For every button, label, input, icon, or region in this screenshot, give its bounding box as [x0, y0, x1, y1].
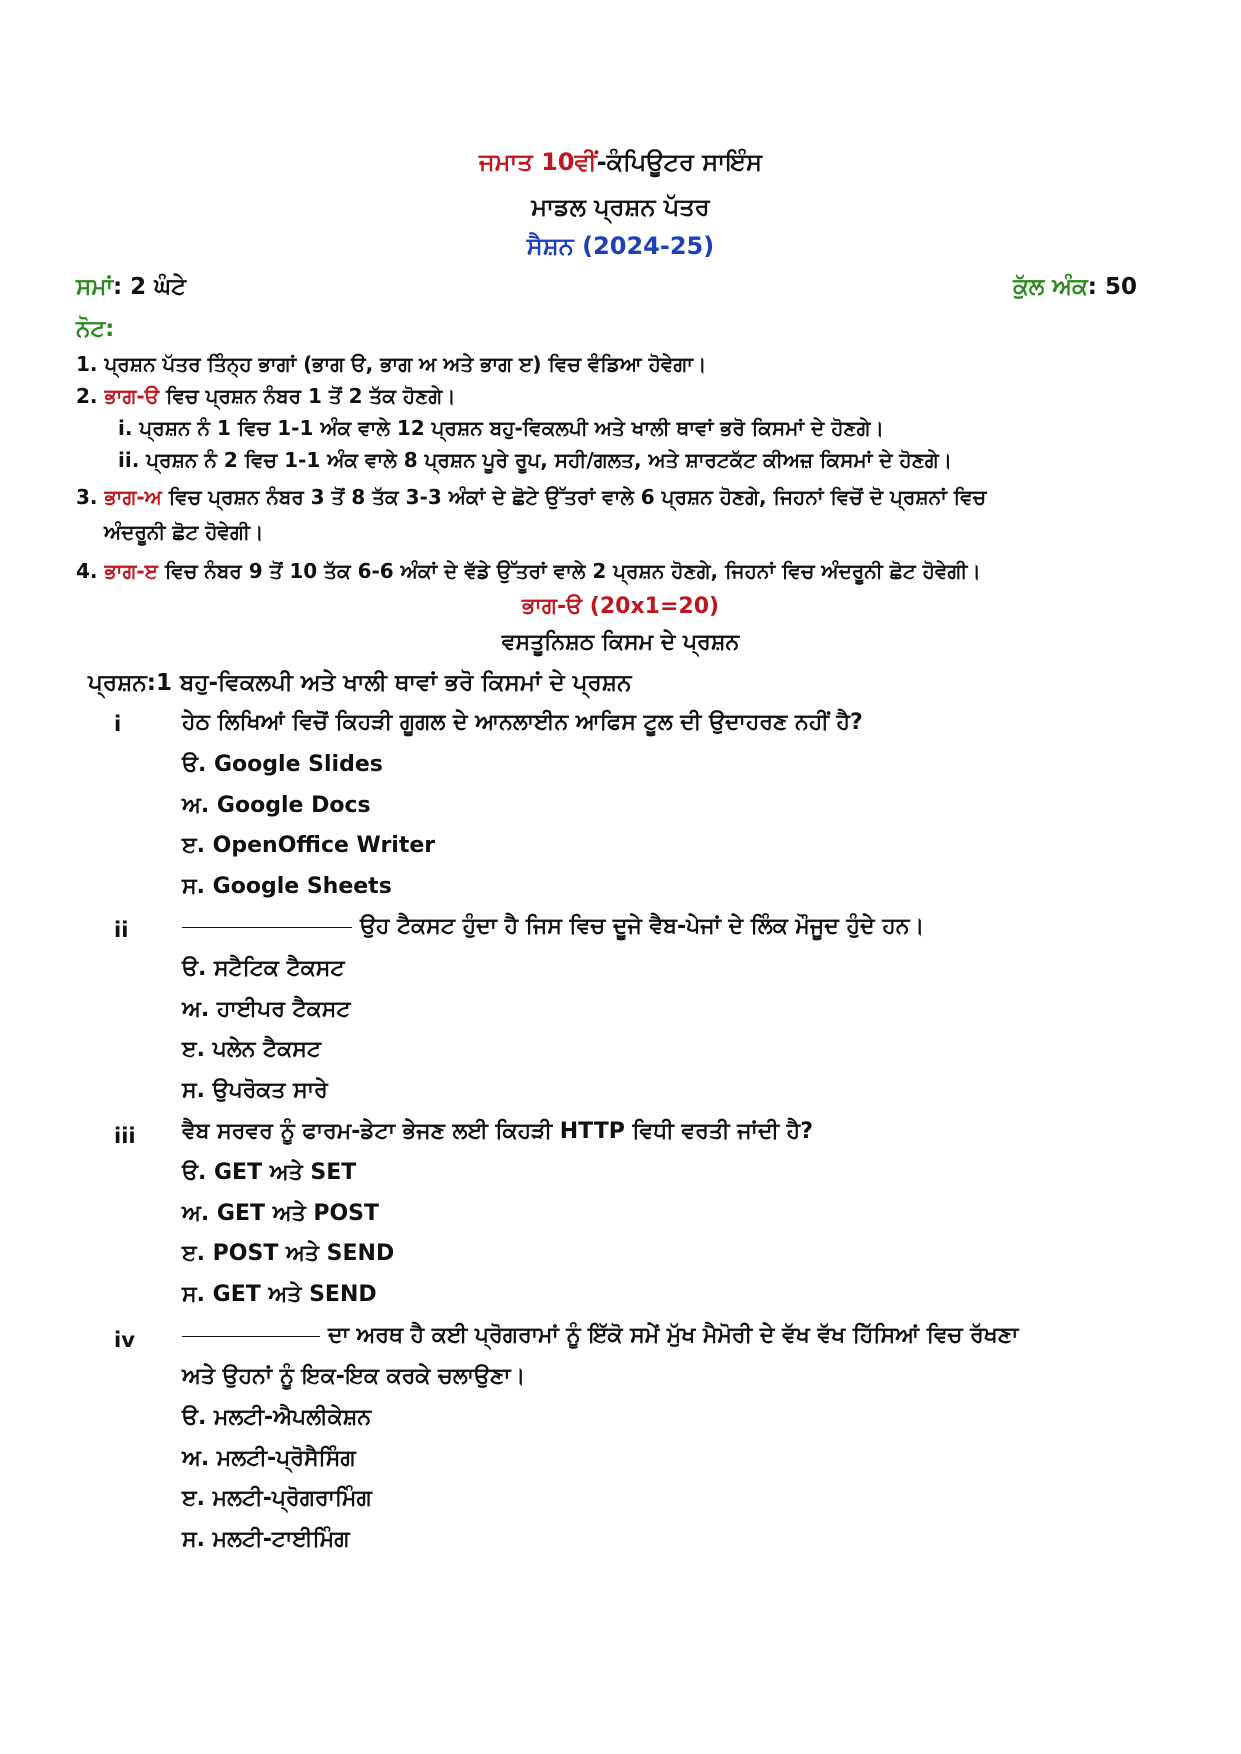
option-c: ੲ. POST ਅਤੇ SEND: [182, 1241, 395, 1266]
question-number: iv: [114, 1328, 135, 1352]
session-line: [0, 232, 1241, 260]
note-2: [76, 384, 456, 408]
option-d: ਸ. GET ਅਤੇ SEND: [182, 1282, 377, 1307]
fill-in-blank: [182, 927, 352, 928]
question-text-line: [182, 914, 924, 939]
option-b: ਅ. GET ਅਤੇ POST: [182, 1201, 380, 1226]
note-3: [76, 485, 986, 509]
question-heading: ਪ੍ਰਸ਼ਨ:1 ਬਹੁ-ਵਿਕਲਪੀ ਅਤੇ ਖਾਲੀ ਥਾਵਾਂ ਭਰੋ ਕਿਸਮਾਂ ਦੇ ਪ੍ਰਸ਼ਨ: [88, 670, 632, 696]
title-class: ਜਮਾਤ 10ਵੀਂ: [479, 148, 597, 176]
note-2-part: ਭਾਗ-ੳ: [104, 384, 160, 408]
note-4-number: 4.: [76, 559, 105, 583]
option-d: ਸ. ਉਪਰੋਕਤ ਸਾਰੇ: [182, 1078, 328, 1103]
option-c: ੲ. ਪਲੇਨ ਟੈਕਸਟ: [182, 1037, 322, 1062]
option-c: ੲ. ਮਲਟੀ-ਪ੍ਰੋਗਰਾਮਿੰਗ: [182, 1486, 372, 1511]
note-3-text: ਵਿਚ ਪ੍ਰਸ਼ਨ ਨੰਬਰ 3 ਤੋਂ 8 ਤੱਕ 3-3 ਅੰਕਾਂ ਦੇ ਛੋਟੇ ਉੱਤਰਾਂ ਵਾਲੇ 6 ਪ੍ਰਸ਼ਨ ਹੋਣਗੇ, ਜਿਹਨਾਂ ਵਿਚੋਂ ਦੋ ਪ੍ਰਸ਼ਨਾਂ ਵਿਚ: [161, 485, 987, 509]
option-d: ਸ. Google Sheets: [182, 874, 392, 899]
page-subtitle: ਮਾਡਲ ਪ੍ਰਸ਼ਨ ਪੱਤਰ: [531, 193, 710, 221]
session-value: (2024-25): [582, 232, 715, 260]
note-3-number: 3.: [76, 485, 105, 509]
marks-info: [1013, 274, 1137, 300]
note-4-part: ਭਾਗ-ੲ: [104, 559, 159, 583]
question-number: ii: [114, 918, 129, 942]
question-text: ਦਾ ਅਰਥ ਹੈ ਕਈ ਪ੍ਰੋਗਰਾਮਾਂ ਨੂੰ ਇੱਕੋ ਸਮੇਂ ਮੁੱਖ ਮੈਮੋਰੀ ਦੇ ਵੱਖ ਵੱਖ ਹਿੱਸਿਆਂ ਵਿਚ ਰੱਖਣਾ: [328, 1323, 1019, 1348]
question-text: ਵੈਬ ਸਰਵਰ ਨੂੰ ਫਾਰਮ-ਡੇਟਾ ਭੇਜਣ ਲਈ ਕਿਹੜੀ HTTP ਵਿਧੀ ਵਰਤੀ ਜਾਂਦੀ ਹੈ?: [182, 1119, 813, 1144]
option-b: ਅ. ਹਾਈਪਰ ਟੈਕਸਟ: [182, 997, 351, 1022]
note-3-continued: ਅੰਦਰੂਨੀ ਛੋਟ ਹੋਵੇਗੀ।: [104, 520, 264, 544]
fill-in-blank: [182, 1336, 320, 1337]
time-info: [76, 274, 186, 300]
time-value: : 2 ਘੰਟੇ: [112, 274, 187, 300]
option-b: ਅ. ਮਲਟੀ-ਪ੍ਰੋਸੈਸਿੰਗ: [182, 1446, 356, 1471]
marks-value: : 50: [1087, 274, 1137, 300]
question-text: ਹੇਠ ਲਿਖਿਆਂ ਵਿਚੋਂ ਕਿਹੜੀ ਗੂਗਲ ਦੇ ਆਨਲਾਈਨ ਆਫਿਸ ਟੂਲ ਦੀ ਉਦਾਹਰਣ ਨਹੀਂ ਹੈ?: [182, 710, 863, 735]
option-a: ੳ. GET ਅਤੇ SET: [182, 1160, 357, 1185]
option-a: ੳ. ਸਟੈਟਿਕ ਟੈਕਸਟ: [182, 956, 345, 981]
section-title: ਭਾਗ-ੳ (20x1=20): [521, 594, 720, 619]
time-label: ਸਮਾਂ: [76, 274, 113, 300]
option-a: ੳ. Google Slides: [182, 752, 383, 777]
note-1: 1. ਪ੍ਰਸ਼ਨ ਪੱਤਰ ਤਿੰਨ੍ਹ ਭਾਗਾਂ (ਭਾਗ ੳ, ਭਾਗ ਅ ਅਤੇ ਭਾਗ ੲ) ਵਿਚ ਵੰਡਿਆ ਹੋਵੇਗਾ।: [76, 352, 707, 376]
note-3-part: ਭਾਗ-ਅ: [104, 485, 162, 509]
question-number: i: [114, 712, 122, 736]
question-text: ਉਹ ਟੈਕਸਟ ਹੁੰਦਾ ਹੈ ਜਿਸ ਵਿਚ ਦੂਜੇ ਵੈਬ-ਪੇਜਾਂ ਦੇ ਲਿੰਕ ਮੌਜੂਦ ਹੁੰਦੇ ਹਨ।: [360, 914, 925, 939]
note-4: [76, 559, 981, 583]
option-a: ੳ. ਮਲਟੀ-ਐਪਲੀਕੇਸ਼ਨ: [182, 1405, 372, 1430]
session-label: ਸੈਸ਼ਨ: [526, 232, 574, 260]
title-subject: -ਕੰਪਿਊਟਰ ਸਾਇੰਸ: [596, 148, 762, 176]
question-text-line: [182, 1323, 1018, 1348]
option-b: ਅ. Google Docs: [182, 793, 371, 818]
note-2-i: i. ਪ੍ਰਸ਼ਨ ਨੰ 1 ਵਿਚ 1-1 ਅੰਕ ਵਾਲੇ 12 ਪ੍ਰਸ਼ਨ ਬਹੁ-ਵਿਕਲਪੀ ਅਤੇ ਖਾਲੀ ਥਾਵਾਂ ਭਰੋ ਕਿਸਮਾਂ ਦੇ ਹੋਣਗੇ।: [118, 416, 884, 440]
note-2-ii: ii. ਪ੍ਰਸ਼ਨ ਨੰ 2 ਵਿਚ 1-1 ਅੰਕ ਵਾਲੇ 8 ਪ੍ਰਸ਼ਨ ਪੂਰੇ ਰੂਪ, ਸਹੀ/ਗਲਤ, ਅਤੇ ਸ਼ਾਰਟਕੱਟ ਕੀਅਜ਼ ਕਿਸਮਾਂ ਦੇ ਹੋਣਗੇ।: [118, 448, 953, 472]
option-c: ੲ. OpenOffice Writer: [182, 833, 436, 858]
note-2-number: 2.: [76, 384, 105, 408]
marks-label: ਕੁੱਲ ਅੰਕ: [1013, 274, 1088, 300]
note-4-text: ਵਿਚ ਨੰਬਰ 9 ਤੋਂ 10 ਤੱਕ 6-6 ਅੰਕਾਂ ਦੇ ਵੱਡੇ ਉੱਤਰਾਂ ਵਾਲੇ 2 ਪ੍ਰਸ਼ਨ ਹੋਣਗੇ, ਜਿਹਨਾਂ ਵਿਚ ਅੰਦਰੂਨੀ ਛੋਟ ਹੋਵੇਗੀ।: [158, 559, 981, 583]
page-title: [0, 148, 1241, 176]
question-text-continued: ਅਤੇ ਉਹਨਾਂ ਨੂੰ ਇਕ-ਇਕ ਕਰਕੇ ਚਲਾਉਣਾ।: [182, 1364, 526, 1389]
section-subtitle: ਵਸਤੂਨਿਸ਼ਠ ਕਿਸਮ ਦੇ ਪ੍ਰਸ਼ਨ: [501, 630, 740, 655]
option-d: ਸ. ਮਲਟੀ-ਟਾਈਮਿੰਗ: [182, 1527, 350, 1552]
note-label: ਨੋਟ:: [76, 316, 115, 342]
question-number: iii: [114, 1124, 136, 1148]
note-2-text: ਵਿਚ ਪ੍ਰਸ਼ਨ ਨੰਬਰ 1 ਤੋਂ 2 ਤੱਕ ਹੋਣਗੇ।: [159, 384, 456, 408]
